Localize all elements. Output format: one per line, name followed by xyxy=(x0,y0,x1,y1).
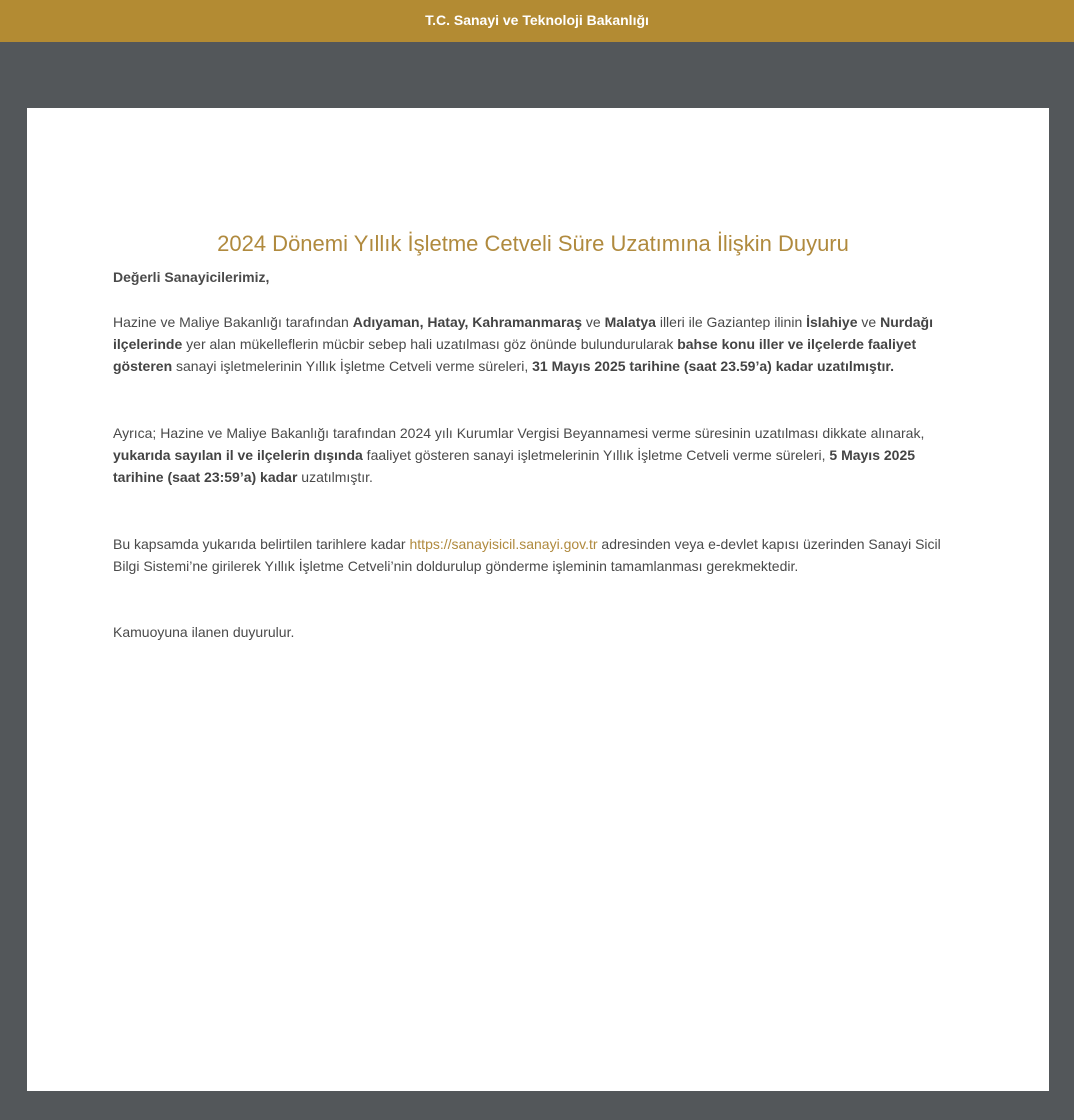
p1-text-6: sanayi işletmelerinin Yıllık İşletme Cetveli verme süreleri, xyxy=(172,358,533,374)
p2-text-3: uzatılmıştır. xyxy=(297,469,373,485)
p1-bold-provinces: Adıyaman, Hatay, Kahramanmaraş xyxy=(352,314,582,330)
announcement-title: 2024 Dönemi Yıllık İşletme Cetveli Süre Uzatımına İlişkin Duyuru xyxy=(217,231,849,256)
closing-text: Kamuoyuna ilanen duyurulur. xyxy=(113,624,295,640)
announcement-card xyxy=(27,108,1049,1091)
p1-text-5: yer alan mükelleflerin mücbir sebep hali uzatılması göz önünde bulundurularak xyxy=(182,336,678,352)
p1-text-1: Hazine ve Maliye Bakanlığı tarafından xyxy=(113,314,353,330)
p3-text-2: adresinden veya e-devlet kapısı üzerinden Sanayi Sicil Bilgi Sistemi’ne girilerek Yıllık İşletme Cetveli’nin doldurulup gönderme işleminin tamamlanması gerekmektedir. xyxy=(113,536,941,574)
p1-text-2: ve xyxy=(582,314,605,330)
p2-bold-deadline: 5 Mayıs 2025 tarihine (saat 23:59’a) kadar xyxy=(113,447,916,485)
p1-bold-deadline: 31 Mayıs 2025 tarihine (saat 23.59’a) kadar uzatılmıştır. xyxy=(532,358,894,374)
ministry-title: T.C. Sanayi ve Teknoloji Bakanlığı xyxy=(425,12,649,28)
p1-bold-islahiye: İslahiye xyxy=(806,314,858,330)
p1-text-4: ve xyxy=(857,314,881,330)
p1-text-3: illeri ile Gaziantep ilinin xyxy=(655,314,807,330)
p2-bold-outside: yukarıda sayılan il ve ilçelerin dışında xyxy=(113,447,363,463)
greeting-text: Değerli Sanayicilerimiz, xyxy=(113,269,270,285)
p1-bold-malatya: Malatya xyxy=(604,314,656,330)
paragraph-general-extension xyxy=(113,422,953,488)
paragraph-region-extension xyxy=(113,311,953,377)
top-header-bar xyxy=(0,0,1074,42)
paragraph-instructions xyxy=(113,533,953,577)
p1-bold-scope: bahse konu iller ve ilçelerde faaliyet gösteren xyxy=(113,336,917,374)
announcement-content xyxy=(113,230,953,643)
p2-text-1: Ayrıca; Hazine ve Maliye Bakanlığı tarafından 2024 yılı Kurumlar Vergisi Beyannamesi verme süresinin uzatılması dikkate alınarak, xyxy=(113,425,925,441)
p1-bold-nurdagi: Nurdağı ilçelerinde xyxy=(113,314,933,352)
sanayi-sicil-link[interactable]: https://sanayisicil.sanayi.gov.tr xyxy=(409,536,598,552)
p2-text-2: faaliyet gösteren sanayi işletmelerinin Yıllık İşletme Cetveli verme süreleri, xyxy=(362,447,830,463)
p3-text-1: Bu kapsamda yukarıda belirtilen tarihlere kadar xyxy=(113,536,410,552)
